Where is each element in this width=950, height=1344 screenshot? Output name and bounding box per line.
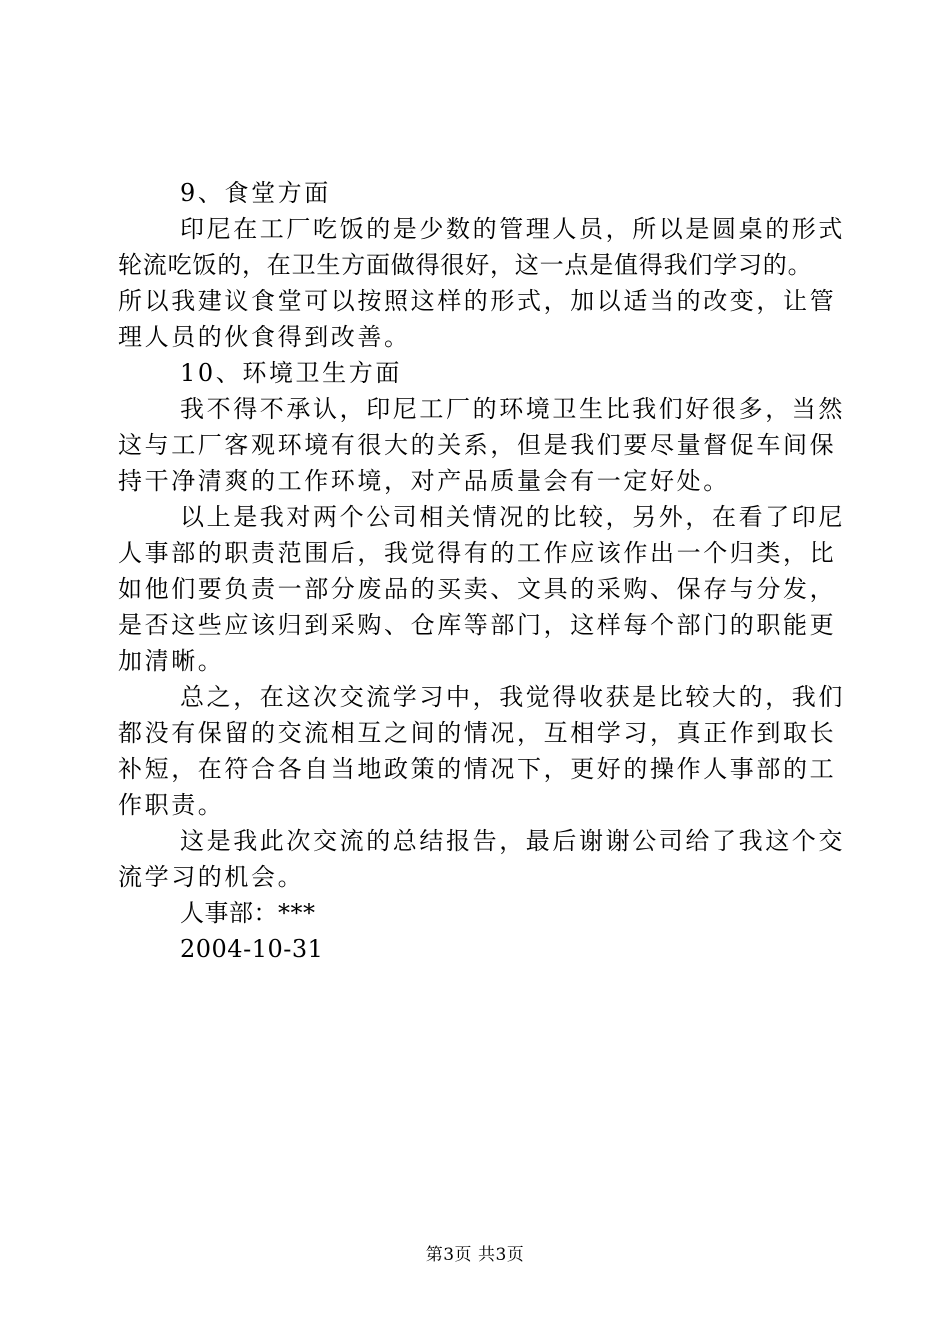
paragraph-line: 流学习的机会。 [118, 863, 305, 891]
paragraph-line: 我不得不承认，印尼工厂的环境卫生比我们好很多，当然 [180, 395, 845, 423]
paragraph-line: 持干净清爽的工作环境，对产品质量会有一定好处。 [118, 467, 730, 495]
document-body [118, 175, 845, 967]
paragraph-line: 人事部的职责范围后，我觉得有的工作应该作出一个归类，比 [118, 539, 837, 567]
paragraph-line: 这是我此次交流的总结报告，最后谢谢公司给了我这个交 [180, 827, 845, 855]
paragraph-line: 补短，在符合各自当地政策的情况下，更好的操作人事部的工 [118, 755, 837, 783]
paragraph-line: 所以我建议食堂可以按照这样的形式，加以适当的改变，让管 [118, 287, 837, 315]
paragraph-line: 印尼在工厂吃饭的是少数的管理人员，所以是圆桌的形式 [180, 215, 845, 243]
paragraph-line: 都没有保留的交流相互之间的情况，互相学习，真正作到取长 [118, 719, 837, 747]
paragraph-line: 是否这些应该归到采购、仓库等部门，这样每个部门的职能更 [118, 611, 837, 639]
paragraph-line: 加清晰。 [118, 647, 225, 675]
paragraph-line: 以上是我对两个公司相关情况的比较，另外，在看了印尼 [180, 503, 845, 531]
section-heading-environment: 10、环境卫生方面 [180, 359, 402, 387]
paragraph-line: 这与工厂客观环境有很大的关系，但是我们要尽量督促车间保 [118, 431, 837, 459]
paragraph-line: 总之，在这次交流学习中，我觉得收获是比较大的，我们 [180, 683, 845, 711]
paragraph-line: 轮流吃饭的，在卫生方面做得很好，这一点是值得我们学习的。 [118, 251, 813, 279]
paragraph-line: 作职责。 [118, 791, 225, 819]
page-footer: 第3页 共3页 [425, 1245, 525, 1265]
signature: 人事部：*** [180, 899, 316, 927]
document-date: 2004-10-31 [180, 935, 324, 963]
paragraph-line: 理人员的伙食得到改善。 [118, 323, 411, 351]
paragraph-line: 如他们要负责一部分废品的买卖、文具的采购、保存与分发， [118, 575, 837, 603]
section-heading-canteen: 9、食堂方面 [180, 179, 331, 207]
